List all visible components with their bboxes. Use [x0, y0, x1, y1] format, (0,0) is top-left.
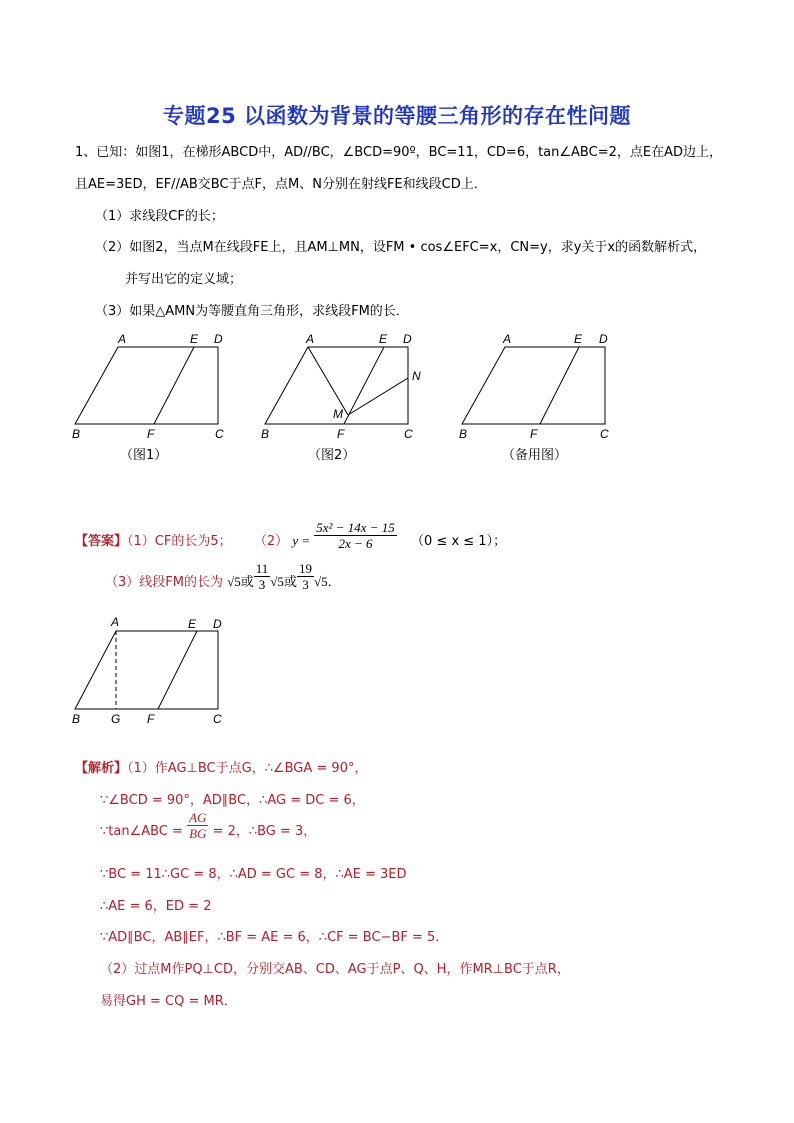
label-D: D — [403, 332, 412, 346]
label-D: D — [599, 332, 608, 346]
answer-tag: 【答案】 — [75, 534, 128, 549]
fraction-denominator: 3 — [258, 577, 266, 592]
fraction-denominator: BG — [189, 826, 207, 841]
answer-part-2-label: （2） — [253, 534, 289, 549]
label-B: B — [261, 427, 270, 440]
answer-part-1: （1）CF的长为5； — [127, 534, 232, 549]
label-A: A — [306, 332, 315, 346]
figure-2-drawing — [255, 330, 430, 440]
label-E: E — [379, 332, 388, 346]
answer-value-1: √5 — [227, 574, 241, 589]
label-E: E — [190, 332, 199, 346]
problem-line-1: 1、已知：如图1，在梯形ABCD中，AD//BC，∠BCD=90º，BC=11，CD=6，tan∠ABC=2，点E在AD边上， — [75, 145, 722, 160]
label-B: B — [459, 427, 468, 440]
analysis-line-1 — [75, 759, 367, 779]
answer-fraction-2 — [254, 561, 271, 592]
figure-1-drawing — [65, 330, 235, 440]
label-F: F — [147, 712, 155, 726]
or-text: 或 — [240, 575, 254, 590]
question-1: （1）求线段CF的长； — [95, 209, 224, 224]
analysis-line-8: 易得GH = CQ = MR． — [100, 994, 237, 1009]
figure-backup-drawing — [452, 330, 622, 440]
label-G: G — [111, 712, 121, 726]
answer-part-3-prefix: （3）线段FM的长为 — [105, 575, 223, 590]
page-title: 专题25 以函数为背景的等腰三角形的存在性问题 — [162, 104, 632, 128]
figure-backup-caption: （备用图） — [502, 448, 568, 463]
label-D: D — [214, 332, 223, 346]
answer-figure-drawing — [65, 612, 235, 727]
label-B: B — [72, 427, 81, 440]
answer-fraction-3 — [297, 561, 314, 592]
answer-line-1 — [75, 520, 507, 552]
label-B: B — [72, 712, 81, 726]
analysis-text-1: （1）作AG⊥BC于点G，∴∠BGA = 90°， — [127, 761, 368, 776]
label-C: C — [213, 712, 222, 726]
analysis-line-3 — [100, 810, 317, 842]
analysis-tag: 【解析】 — [75, 761, 128, 776]
answer-radical-3: √5 — [313, 574, 328, 589]
analysis-line-2: ∵∠BCD = 90°，AD∥BC，∴AG = DC = 6， — [100, 793, 365, 808]
fraction-numerator: 19 — [298, 561, 312, 576]
analysis-line-5: ∴AE = 6，ED = 2 — [100, 899, 212, 914]
label-C: C — [215, 427, 224, 440]
label-F: F — [337, 427, 345, 440]
or-text: 或 — [283, 575, 297, 590]
question-2-cont: 并写出它的定义域； — [125, 272, 243, 287]
answer-end: ． — [327, 575, 341, 590]
analysis-line-4: ∵BC = 11∴GC = 8，∴AD = GC = 8，∴AE = 3ED — [100, 867, 407, 882]
label-M: M — [333, 407, 343, 421]
fraction-numerator: 5x² − 14x − 15 — [316, 520, 395, 535]
fraction-numerator: AG — [189, 810, 207, 825]
analysis-text-3-post: = 2，∴BG = 3， — [212, 824, 317, 839]
answer-figure — [65, 612, 235, 731]
figure-2 — [255, 330, 430, 444]
label-E: E — [574, 332, 583, 346]
answer-part-2-y: y = — [292, 533, 311, 548]
answer-part-2-domain: （0 ≤ x ≤ 1）； — [411, 534, 507, 549]
label-D: D — [213, 617, 222, 631]
label-C: C — [600, 427, 609, 440]
label-N: N — [412, 369, 421, 383]
answer-radical-2: √5 — [270, 574, 284, 589]
label-A: A — [503, 332, 512, 346]
problem-line-2: 且AE=3ED，EF//AB交BC于点F，点M、N分别在射线FE和线段CD上． — [75, 177, 487, 192]
label-E: E — [188, 617, 197, 631]
answer-part-2-fraction — [314, 520, 396, 551]
question-3: （3）如果△AMN为等腰直角三角形，求线段FM的长． — [95, 304, 409, 319]
label-F: F — [147, 427, 155, 440]
fraction-numerator: 11 — [255, 561, 269, 576]
label-F: F — [530, 427, 538, 440]
figure-1 — [65, 330, 235, 444]
analysis-fraction — [187, 810, 208, 841]
label-A: A — [111, 615, 120, 629]
analysis-line-6: ∵AD∥BC，AB∥EF，∴BF = AE = 6，∴CF = BC−BF = 5． — [100, 930, 449, 945]
answer-line-2 — [105, 561, 341, 593]
figure-backup — [452, 330, 622, 444]
figure-2-caption: （图2） — [308, 448, 356, 463]
fraction-denominator: 3 — [302, 577, 309, 592]
fraction-denominator: 2x − 6 — [338, 536, 373, 551]
analysis-line-7: （2）过点M作PQ⊥CD，分别交AB、CD、AG于点P、Q、H，作MR⊥BC于点R， — [100, 962, 570, 977]
analysis-text-3-pre: ∵tan∠ABC = — [100, 824, 183, 839]
figure-1-caption: （图1） — [120, 448, 168, 463]
label-C: C — [404, 427, 413, 440]
label-A: A — [118, 332, 127, 346]
question-2: （2）如图2，当点M在线段FE上，且AM⊥MN，设FM • cos∠EFC=x，CN=y，求y关于x的函数解析式， — [95, 240, 707, 255]
